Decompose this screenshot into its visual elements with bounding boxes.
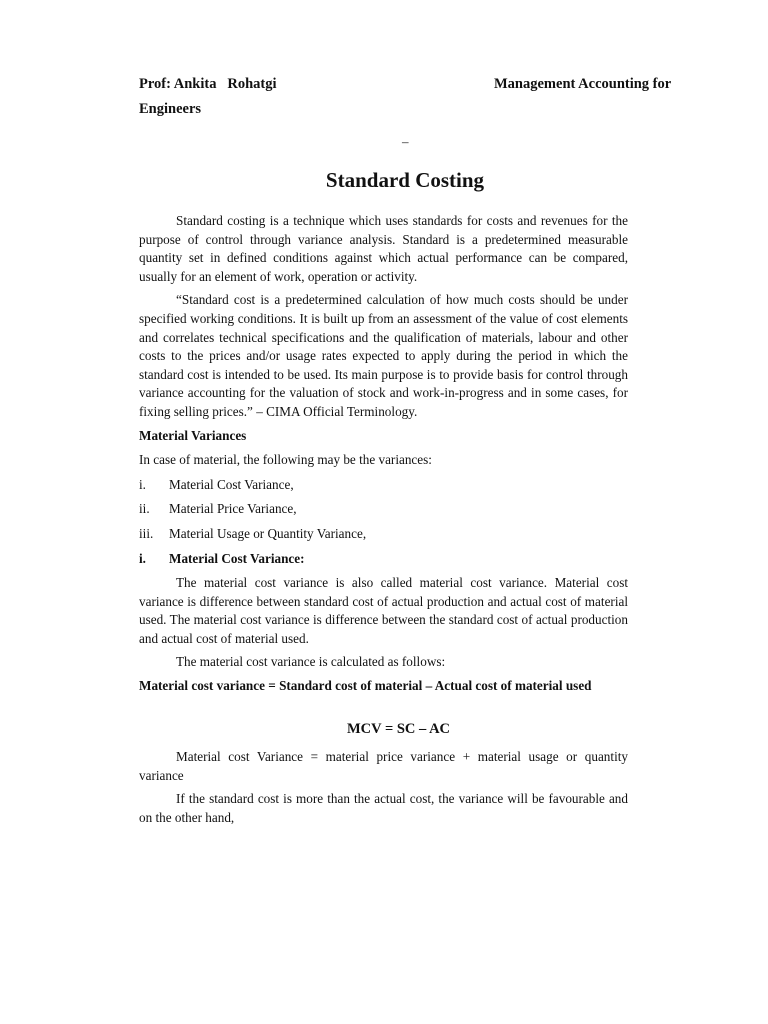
cima-quote-paragraph: “Standard cost is a predetermined calculation of how much costs should be under specified working conditions. It is built up from an assessment of the value of cost elements and correlates technical specifications and the qualification of materials, labour and other costs to the prices and/or usage rates expected to apply during the period in which the standard cost is intended to be used. Its main purpose is to provide basis for control through variance accounting for the valuation of stock and work-in-progress and in some cases, for fixing selling prices.” – CIMA Official Terminology.: [139, 292, 628, 419]
mcv-equation: MCV = SC – AC: [346, 720, 451, 737]
mcv-section-heading: [139, 550, 628, 569]
list-item-label: Material Cost Variance,: [169, 476, 294, 492]
list-item: [139, 500, 628, 519]
mcv-breakdown-paragraph: Material cost Variance = material price variance + material usage or quantity variance: [139, 749, 628, 783]
page-title: Standard Costing: [325, 168, 485, 192]
mcv-formula: Material cost variance = Standard cost of material – Actual cost of material used: [139, 678, 592, 694]
intro-paragraph: Standard costing is a technique which uses standards for costs and revenues for the purpose of control through variance analysis. Standard is a predetermined measurable quantity set in defined conditions against which actual performance can be compared, usually for an element of work, operation or activity.: [139, 213, 628, 284]
list-item-label: Material Price Variance,: [169, 501, 297, 517]
author-header: Prof: Ankita Rohatgi: [139, 76, 277, 92]
list-item: [139, 525, 628, 544]
mcv-calculation-intro: The material cost variance is calculated as follows:: [176, 654, 446, 670]
list-item-number: iii.: [139, 525, 154, 541]
list-item-number: ii.: [139, 501, 150, 517]
document-body: [139, 212, 628, 833]
favourable-variance-paragraph: If the standard cost is more than the actual cost, the variance will be favourable and on the other hand,: [139, 791, 628, 826]
mcv-definition-paragraph: The material cost variance is also called material cost variance. Material cost variance is difference between standard cost of actual production and actual cost of material used. The material cost variance is difference between the standard cost of actual production and actual cost of material used.: [139, 575, 628, 646]
section-number: i.: [139, 550, 146, 566]
course-header: Management Accounting for: [494, 76, 672, 92]
list-item-label: Material Usage or Quantity Variance,: [169, 525, 367, 541]
list-item: [139, 476, 628, 495]
list-item-number: i.: [139, 476, 146, 492]
course-header-continued: Engineers: [139, 101, 202, 117]
section-heading-label: Material Cost Variance:: [169, 550, 305, 566]
header-dash: –: [402, 134, 409, 149]
material-variances-heading: Material Variances: [139, 427, 247, 443]
material-variances-intro: In case of material, the following may be the variances:: [139, 452, 432, 468]
